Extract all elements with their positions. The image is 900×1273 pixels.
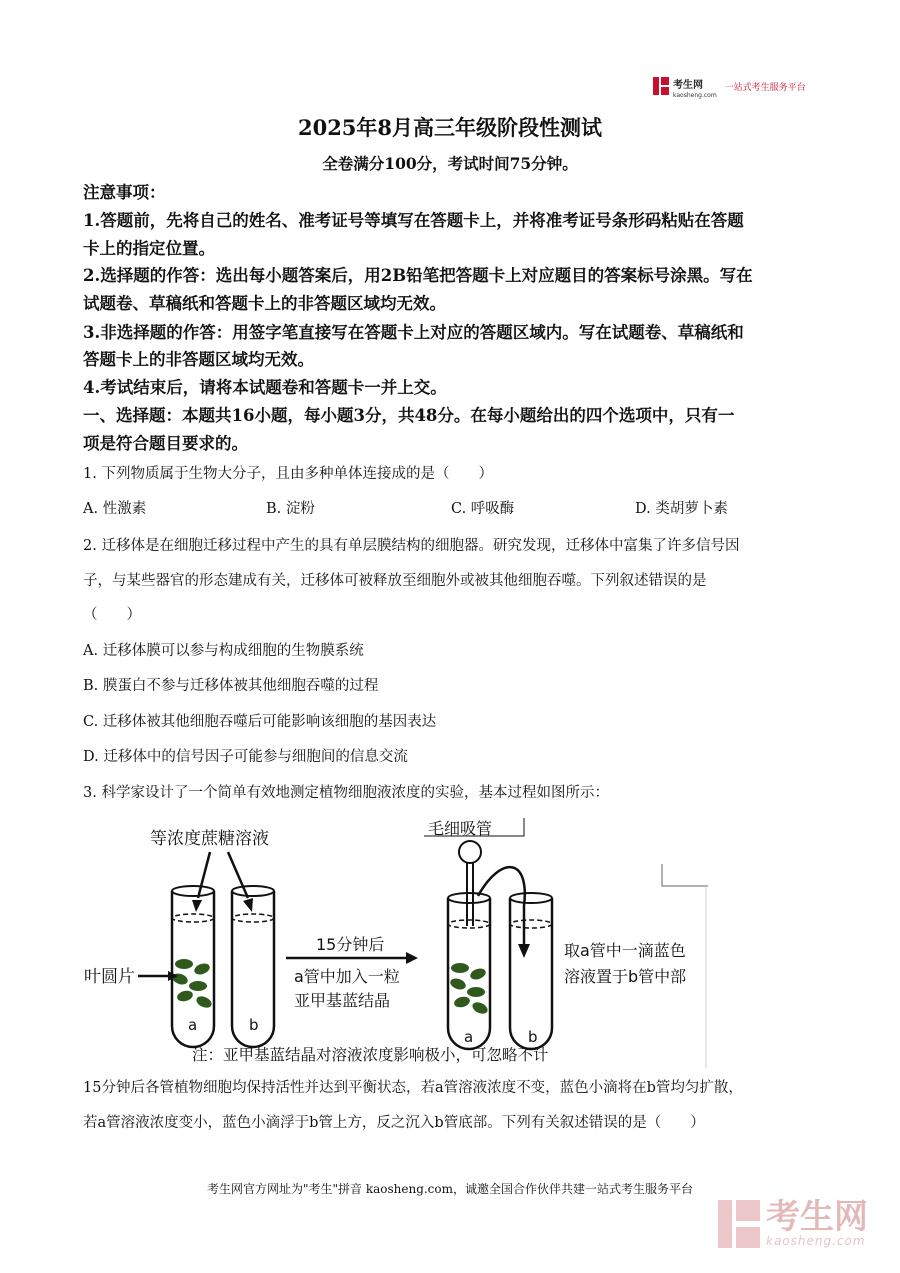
logo-subtext: kaosheng.com — [673, 92, 717, 99]
watermark-logo-icon — [718, 1200, 760, 1248]
figure-label-take1: 取a管中一滴蓝色 — [564, 941, 686, 960]
figure-label-step2: 亚甲基蓝结晶 — [294, 991, 391, 1010]
figure-label-leaf: 叶圆片 — [84, 967, 135, 987]
notice-heading: 注意事项： — [83, 183, 166, 202]
arrow-head-icon — [192, 900, 202, 912]
header-slogan: 一站式考生服务平台 — [724, 82, 806, 93]
question-2-option-a: A. 迁移体膜可以参与构成细胞的生物膜系统 — [83, 643, 364, 659]
question-1-options — [0, 499, 900, 521]
notice-line: 2.选择题的作答：选出每小题答案后，用2B铅笔把答题卡上对应题目的答案标号涂黑。写在 — [83, 266, 753, 285]
leaf-discs-after — [449, 963, 490, 1016]
tube-a2-label: a — [464, 1028, 474, 1046]
arrow-head-icon — [243, 898, 253, 912]
watermark-subtext: kaosheng.com — [766, 1234, 866, 1248]
question-3-text: 15分钟后各管植物细胞均保持活性并达到平衡状态，若a管溶液浓度不变，蓝色小滴将在b管均匀扩散， — [83, 1080, 743, 1096]
question-3-stem: 3. 科学家设计了一个简单有效地测定植物细胞液浓度的实验，基本过程如图所示： — [83, 785, 609, 801]
watermark-text: 考生网 — [766, 1197, 868, 1237]
option-a: A. 性激素 — [83, 501, 147, 517]
page-title: 2025年8月高三年级阶段性测试 — [297, 115, 603, 140]
tube-b-label: b — [249, 1016, 259, 1034]
header-logo — [653, 73, 806, 99]
arrow-to-tube-a — [198, 852, 210, 898]
page-subtitle: 全卷满分100分，考试时间75分钟。 — [322, 154, 578, 173]
question-2-stem: 子，与某些器官的形态建成有关，迁移体可被释放至细胞外或被其他细胞吞噬。下列叙述错误的是 — [83, 573, 707, 589]
logo-icon — [653, 77, 669, 95]
notice-line: 4.考试结束后，请将本试题卷和答题卡一并上交。 — [83, 378, 447, 397]
section-heading: 项是符合题目要求的。 — [83, 434, 248, 453]
transfer-arrow — [478, 867, 525, 946]
question-2-stem: 2. 迁移体是在细胞迁移过程中产生的具有单层膜结构的细胞器。研究发现，迁移体中富集了许多信号因 — [83, 538, 740, 554]
notice-line: 卡上的指定位置。 — [83, 239, 215, 258]
leaf-discs — [171, 959, 214, 1010]
figure-label-capillary: 毛细吸管 — [428, 819, 493, 838]
watermark — [718, 1197, 868, 1248]
question-2-option-b: B. 膜蛋白不参与迁移体被其他细胞吞噬的过程 — [83, 678, 379, 694]
question-1-stem: 1. 下列物质属于生物大分子，且由多种单体连接成的是（ ） — [83, 466, 493, 482]
notice-line: 答题卡上的非答题区域均无效。 — [83, 350, 314, 369]
figure-label-take2: 溶液置于b管中部 — [564, 967, 687, 986]
arrow-head-icon — [518, 944, 530, 958]
figure-label-step1: a管中加入一粒 — [294, 967, 400, 986]
option-c: C. 呼吸酶 — [451, 501, 515, 517]
question-2-option-c: C. 迁移体被其他细胞吞噬后可能影响该细胞的基因表达 — [83, 714, 437, 730]
question-2-option-d: D. 迁移体中的信号因子可能参与细胞间的信息交流 — [83, 749, 408, 765]
tube-a-label: a — [188, 1016, 198, 1034]
option-b: B. 淀粉 — [266, 501, 315, 517]
experiment-figure — [80, 816, 710, 1070]
page-footer: 考生网官方网址为"考生"拼音 kaosheng.com，诚邀全国合作伙伴共建一站式考生服务平台 — [206, 1182, 694, 1196]
section-heading: 一、选择题：本题共16小题，每小题3分，共48分。在每小题给出的四个选项中，只有一 — [83, 406, 735, 425]
notice-line: 3.非选择题的作答：用签字笔直接写在答题卡上对应的答题区域内。写在试题卷、草稿纸和 — [83, 323, 744, 342]
figure-note: 注：亚甲基蓝结晶对溶液浓度影响极小，可忽略不计 — [192, 1046, 549, 1064]
option-d: D. 类胡萝卜素 — [635, 501, 728, 517]
figure-label-time: 15分钟后 — [316, 935, 385, 954]
logo-text: 考生网 — [673, 80, 703, 91]
question-2-stem: （ ） — [83, 607, 141, 623]
notice-line: 试题卷、草稿纸和答题卡上的非答题区域均无效。 — [83, 294, 446, 313]
capillary-bulb — [459, 841, 481, 863]
tube-b2-label: b — [528, 1028, 538, 1046]
figure-label-solution: 等浓度蔗糖溶液 — [150, 829, 269, 849]
question-3-text: 若a管溶液浓度变小，蓝色小滴浮于b管上方，反之沉入b管底部。下列有关叙述错误的是（ ） — [83, 1115, 705, 1131]
arrow-head-icon — [406, 952, 418, 964]
notice-line: 1.答题前，先将自己的姓名、准考证号等填写在答题卡上，并将准考证号条形码粘贴在答题 — [83, 211, 744, 230]
